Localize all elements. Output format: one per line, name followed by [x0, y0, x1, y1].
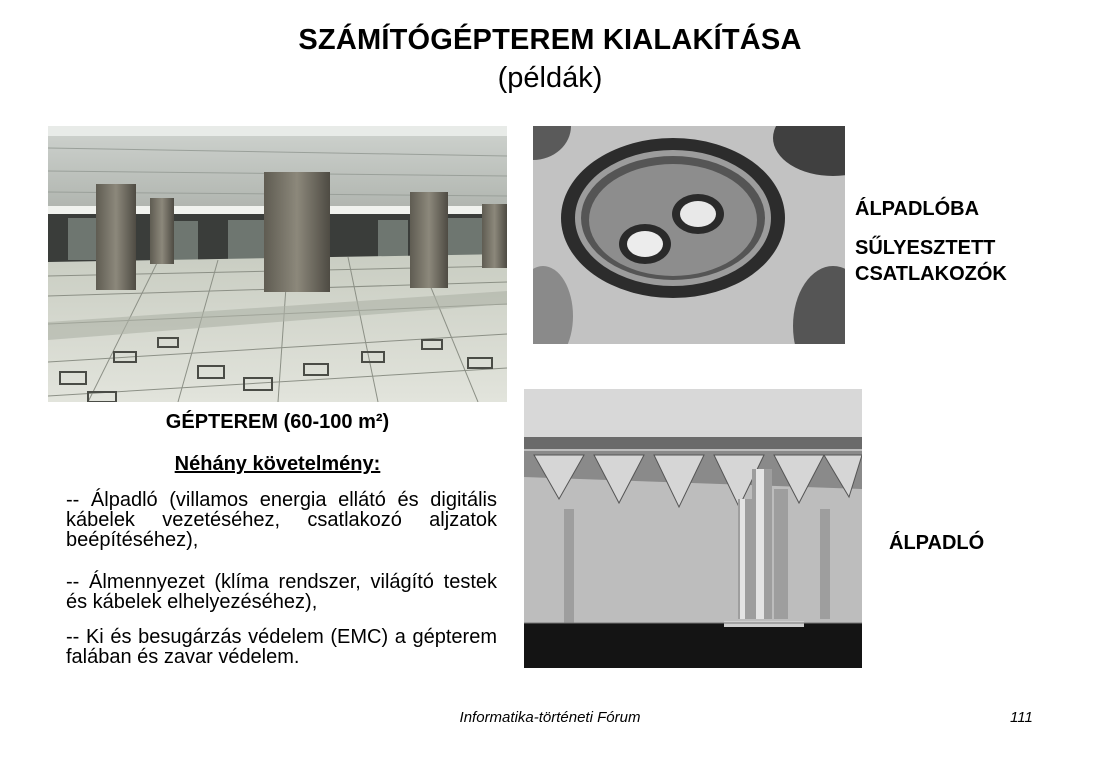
page-number: 111 [1010, 709, 1033, 726]
requirements-heading: Néhány követelmény: [174, 453, 381, 475]
connector-label-line1: ÁLPADLÓBA [855, 198, 980, 220]
computer-room-caption: GÉPTEREM (60-100 m²) [165, 411, 390, 433]
slide-title: SZÁMÍTÓGÉPTEREM KIALAKÍTÁSA [298, 24, 802, 56]
requirement-item: -- Álmennyezet (klíma rendszer, világító testek és kábelek elhelyezéséhez), [66, 571, 497, 613]
footer-text: Informatika-történeti Fórum [459, 709, 641, 726]
connector-label-line2: SŰLYESZTETT CSATLAKOZÓK [855, 237, 1007, 285]
floor-connector-photo [533, 126, 845, 344]
requirement-item: -- Álpadló (villamos energia ellátó és digitális kábelek vezetéséhez, csatlakozó aljzatok beépítéséhez), [66, 489, 497, 551]
raised-floor-photo [524, 389, 862, 668]
requirement-item: -- Ki és besugárzás védelem (EMC) a gépterem falában és zavar védelem. [66, 626, 497, 668]
computer-room-photo [48, 126, 507, 402]
slide-subtitle: (példák) [497, 62, 603, 94]
raised-floor-label: ÁLPADLÓ [889, 532, 985, 554]
